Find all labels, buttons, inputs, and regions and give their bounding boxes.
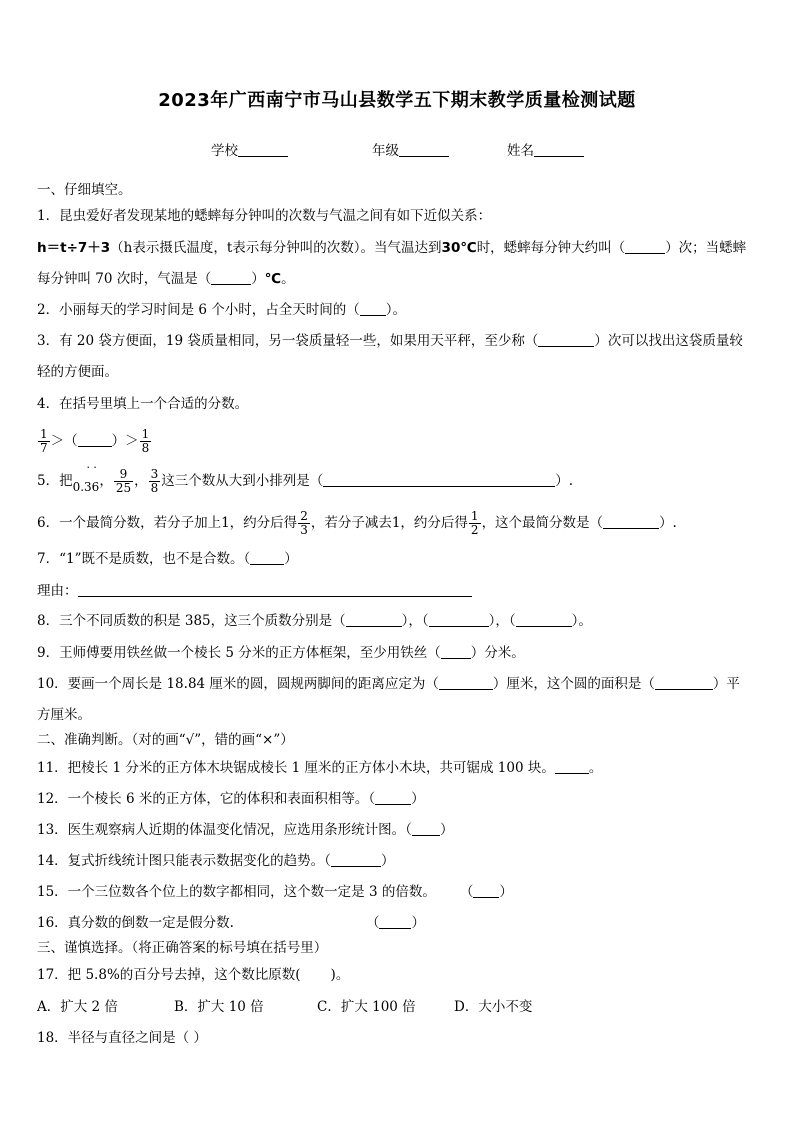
- question-3-line-1: [37, 331, 743, 351]
- question-7-text-end: ）: [284, 551, 298, 567]
- question-6-text-c: ，这个最简分数是（: [481, 515, 604, 531]
- question-1-text-f: 。: [281, 271, 295, 287]
- question-1-text-a: （h表示摄氏温度，t表示每分钟叫的次数）。当气温达到: [110, 240, 442, 256]
- question-10-blank-2[interactable]: [655, 676, 713, 690]
- question-4-line-2: [37, 424, 152, 458]
- page-title: 2023年广西南宁市马山县数学五下期末教学质量检测试题: [158, 90, 636, 111]
- question-9-text-end: ）分米。: [470, 645, 525, 661]
- question-10-line-1: [37, 674, 740, 694]
- question-11-text: 11．把棱长 1 分米的正方体木块锯成棱长 1 厘米的正方体小木块，共可锯成 100 块。: [37, 760, 555, 776]
- school-field[interactable]: [211, 139, 288, 159]
- option-a[interactable]: A．扩大 2 倍: [37, 999, 118, 1015]
- question-5-sep-2: ，: [134, 473, 148, 489]
- question-2-text: 2．小丽每天的学习时间是 6 个小时，占全天时间的（: [37, 302, 360, 318]
- question-3-blank[interactable]: [538, 333, 594, 347]
- question-4-text-b: ）＞: [111, 433, 139, 449]
- question-2-blank[interactable]: [360, 302, 386, 316]
- question-5: [37, 461, 574, 504]
- question-16-paren-open: （: [365, 915, 380, 931]
- question-1-text-c: ）次；当蟋蟀: [665, 240, 747, 256]
- name-label: 姓名: [507, 143, 534, 159]
- question-3-text-b: ）次可以找出这袋质量较: [594, 333, 743, 349]
- fraction-three-eighths: $\frac{3}{8}$: [150, 467, 159, 495]
- question-1-text-e: ）: [251, 271, 265, 287]
- question-1-line-1: 1．昆虫爱好者发现某地的蟋蟀每分钟叫的次数与气温之间有如下近似关系：: [37, 208, 492, 224]
- question-17-text-end: )。: [330, 967, 350, 983]
- question-12-text: 12．一个棱长 6 米的正方体，它的体积和表面积相等。（: [37, 791, 376, 807]
- question-15-paren-open: （: [459, 884, 474, 900]
- question-8-text-d: ）。: [571, 613, 592, 629]
- question-12-blank[interactable]: [375, 791, 411, 805]
- question-11-text-end: 。: [588, 760, 603, 776]
- question-8-text-c: ），（: [488, 613, 516, 629]
- reason-label: 理由：: [37, 583, 78, 599]
- question-1-text-b: 时，蟋蟀每分钟大约叫（: [476, 240, 626, 256]
- question-7-blank[interactable]: [250, 551, 284, 565]
- question-10-text-b: ）厘米，这个圆的面积是（: [492, 676, 655, 692]
- question-15-blank[interactable]: [473, 884, 499, 898]
- question-1-text-d: 每分钟叫 70 次时，气温是（: [37, 271, 212, 287]
- question-1-temp: 30℃: [441, 240, 477, 256]
- question-15-text: 15．一个三位数各个位上的数字都相同，这个数一定是 3 的倍数。: [37, 884, 436, 900]
- question-4-line-1: 4．在括号里填上一个合适的分数。: [37, 396, 249, 412]
- question-16-blank[interactable]: [379, 915, 411, 929]
- question-5-text-c: ）.: [555, 473, 574, 489]
- fraction-nine-twentyfifths: $\frac{9}{25}$: [115, 467, 132, 495]
- question-6: [37, 506, 677, 540]
- question-16-text: 16．真分数的倒数一定是假分数.: [37, 915, 234, 931]
- question-9: [37, 643, 525, 663]
- question-10-text-c: ）平: [712, 676, 740, 692]
- question-5-sep-1: ，: [99, 473, 113, 489]
- question-7: [37, 549, 298, 569]
- grade-blank[interactable]: [399, 142, 449, 157]
- question-1-unit: ℃: [264, 271, 282, 287]
- question-13: [37, 820, 453, 840]
- question-1-line-2: [37, 238, 746, 258]
- question-1-blank-2[interactable]: [211, 271, 251, 285]
- question-4-blank[interactable]: [78, 433, 112, 447]
- question-10-line-2: 方厘米。: [37, 707, 91, 723]
- question-13-blank[interactable]: [412, 822, 440, 836]
- question-8-blank-3[interactable]: [516, 613, 572, 627]
- question-6-text-b: ，若分子减去1，约分后得: [310, 515, 468, 531]
- school-label: 学校: [211, 143, 238, 159]
- question-2: [37, 300, 406, 320]
- question-1-blank-1[interactable]: [625, 240, 665, 254]
- question-8-blank-2[interactable]: [429, 613, 489, 627]
- question-9-blank[interactable]: [441, 645, 471, 659]
- question-6-text-d: ）.: [659, 515, 677, 531]
- question-18: 18．半径与直径之间是（ ）: [37, 1030, 207, 1046]
- repeating-decimal: 0. · · 36: [72, 461, 100, 494]
- option-c[interactable]: C．扩大 100 倍: [317, 999, 416, 1015]
- question-17-text: 17．把 5.8%的百分号去掉，这个数比原数(: [37, 967, 301, 983]
- grade-label: 年级: [372, 143, 399, 159]
- question-8: [37, 611, 592, 631]
- question-1-formula: h＝t÷7＋3: [37, 240, 111, 256]
- question-13-text-end: ）: [439, 822, 454, 838]
- question-5-blank[interactable]: [323, 473, 555, 487]
- grade-field[interactable]: [372, 139, 449, 159]
- question-3-text: 3．有 20 袋方便面，19 袋质量相同，另一袋质量轻一些，如果用天平秤，至少称（: [37, 333, 539, 349]
- question-11: [37, 758, 602, 778]
- question-15: [37, 882, 513, 902]
- question-14-text: 14．复式折线统计图只能表示数据变化的趋势。（: [37, 853, 331, 869]
- section-heading-3: 三、谨慎选择。（将正确答案的标号填在括号里）: [37, 940, 328, 956]
- question-14-blank[interactable]: [331, 853, 381, 867]
- question-10-blank-1[interactable]: [439, 676, 493, 690]
- question-17: [37, 965, 349, 985]
- question-7-reason: [37, 581, 472, 601]
- name-blank[interactable]: [534, 142, 584, 157]
- question-7-text: 7．“1”既不是质数，也不是合数。（: [37, 551, 251, 567]
- question-6-text-a: 6．一个最简分数，若分子加上1，约分后得: [37, 515, 298, 531]
- question-5-text-b: 这三个数从大到小排列是（: [161, 473, 324, 489]
- section-heading-1: 一、仔细填空。: [37, 182, 132, 198]
- section-heading-2: 二、准确判断。（对的画“√”，错的画“×”）: [37, 732, 294, 748]
- question-1-line-3: [37, 269, 295, 289]
- question-3-line-2: 轻的方便面。: [37, 364, 118, 380]
- fraction-one-seventh: $\frac{1}{7}$: [40, 427, 48, 455]
- fraction-one-half: $\frac{1}{2}$: [470, 509, 479, 537]
- question-14: [37, 851, 394, 871]
- option-b[interactable]: B．扩大 10 倍: [174, 999, 264, 1015]
- question-2-text-end: ）。: [385, 302, 407, 318]
- question-16-text-end: ）: [411, 915, 425, 931]
- question-11-blank[interactable]: [555, 760, 589, 774]
- question-8-blank-1[interactable]: [346, 613, 402, 627]
- question-9-text: 9．王师傅要用铁丝做一个棱长 5 分米的正方体框架，至少用铁丝（: [37, 645, 441, 661]
- question-12: [37, 789, 425, 809]
- question-13-text: 13．医生观察病人近期的体温变化情况，应选用条形统计图。（: [37, 822, 412, 838]
- reason-blank[interactable]: [78, 583, 472, 597]
- question-8-text-b: ），（: [401, 613, 429, 629]
- question-6-blank[interactable]: [603, 515, 659, 529]
- question-16: [37, 913, 425, 933]
- question-4-text-a: ＞（: [50, 433, 78, 449]
- question-17-options: [37, 997, 757, 1017]
- question-14-text-end: ）: [380, 853, 395, 869]
- fraction-one-eighth: $\frac{1}{8}$: [141, 427, 150, 455]
- question-10-text-a: 10．要画一个周长是 18.84 厘米的圆，圆规两脚间的距离应定为（: [37, 676, 439, 692]
- question-5-text-a: 5．把: [37, 473, 73, 489]
- option-d[interactable]: D．大小不变: [454, 999, 533, 1015]
- question-12-text-end: ）: [411, 791, 425, 807]
- name-field[interactable]: [507, 139, 584, 159]
- question-8-text-a: 8．三个不同质数的积是 385，这三个质数分别是（: [37, 613, 346, 629]
- school-blank[interactable]: [238, 142, 288, 157]
- fraction-two-thirds: $\frac{2}{3}$: [300, 509, 308, 537]
- question-15-text-end: ）: [499, 884, 513, 900]
- student-info-row: [0, 139, 794, 161]
